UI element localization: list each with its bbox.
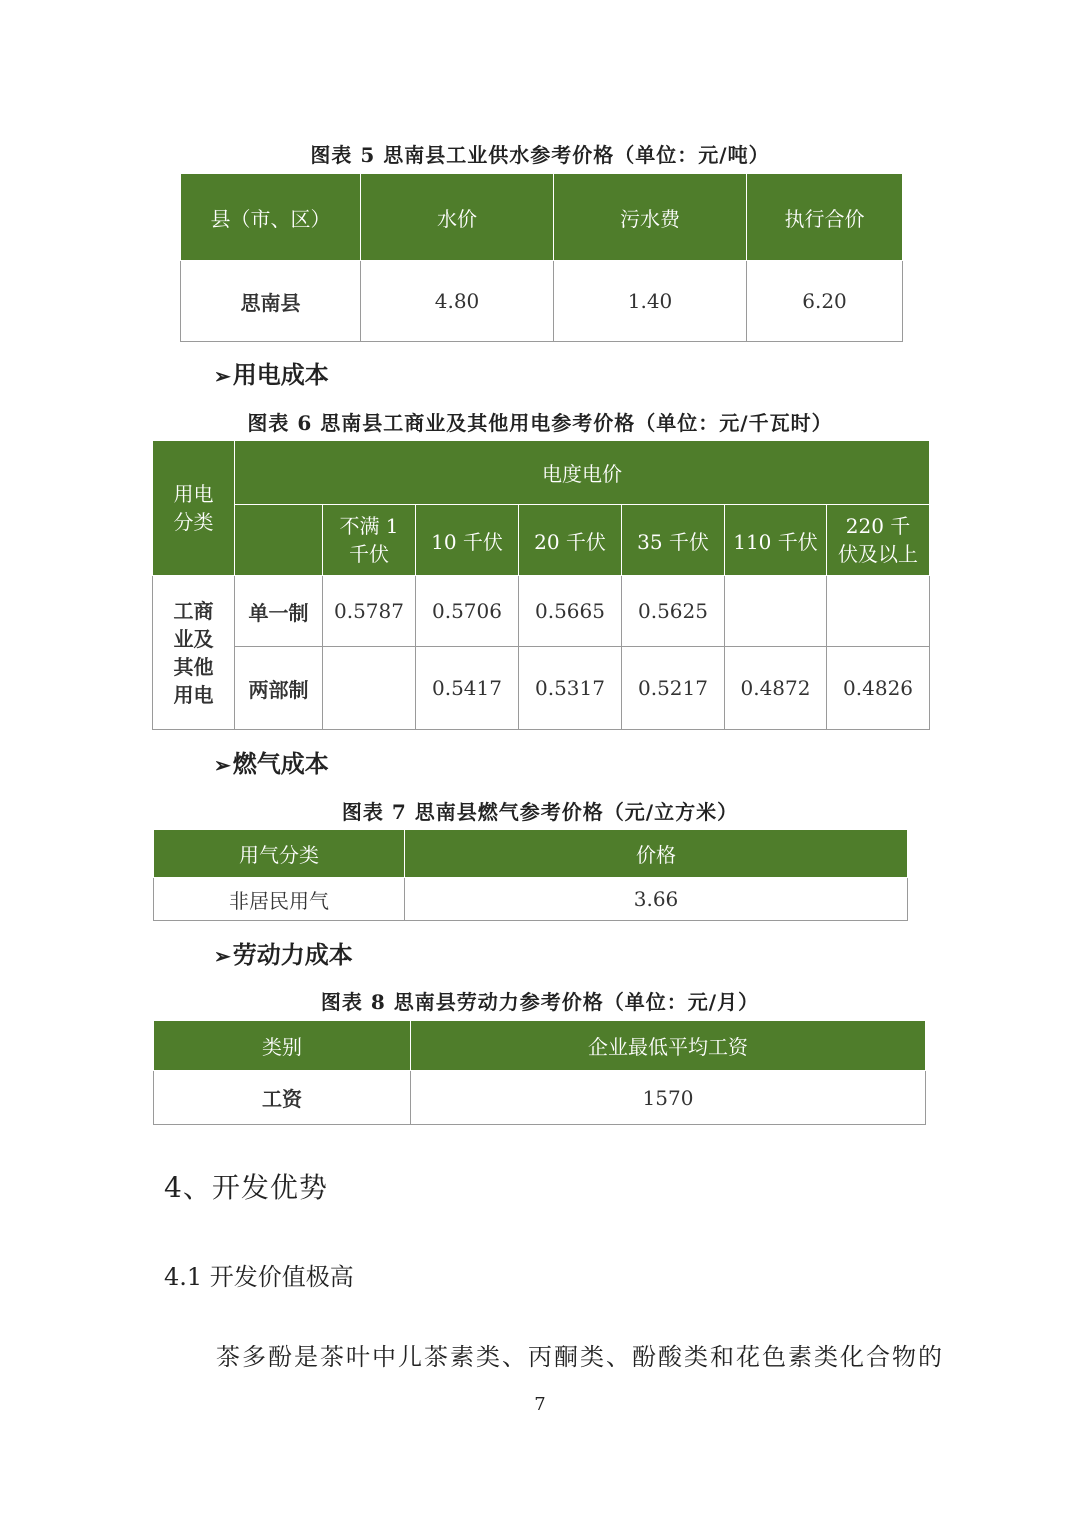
table6-header-empty <box>235 505 323 576</box>
table6-row-group-label: 工商业及其他用电 <box>173 598 214 707</box>
table5 <box>180 173 903 342</box>
table6 <box>152 440 930 730</box>
table5-header-county: 县（市、区） <box>181 174 361 261</box>
table6-header-220kv-label: 220 千伏及以上 <box>838 514 919 566</box>
table6-header-10kv: 10 千伏 <box>416 505 519 576</box>
table7 <box>153 829 908 921</box>
table7-caption: 图表 7 思南县燃气参考价格（元/立方米） <box>341 800 739 824</box>
section-labor-label: 劳动力成本 <box>232 940 353 969</box>
table6-header-35kv: 35 千伏 <box>622 505 725 576</box>
section-labor-heading <box>214 935 353 970</box>
table6-row-two-part-type: 两部制 <box>235 647 323 730</box>
section-electricity-label: 用电成本 <box>232 360 329 389</box>
table8-header-wage: 企业最低平均工资 <box>411 1021 926 1071</box>
table6-header-220kv <box>827 505 930 576</box>
table6-row-group <box>153 576 235 730</box>
table8-cell-category: 工资 <box>154 1071 411 1125</box>
table5-header-water-price: 水价 <box>361 174 554 261</box>
table8 <box>153 1020 926 1125</box>
table8-header-category: 类别 <box>154 1021 411 1071</box>
table6-header-category-label: 用电分类 <box>173 482 214 534</box>
table6-header-price: 电度电价 <box>235 441 930 505</box>
section-gas-label: 燃气成本 <box>232 749 329 778</box>
table6-header-20kv: 20 千伏 <box>519 505 622 576</box>
section-gas-heading <box>214 744 329 779</box>
table6-header-below-1kv-label: 不满 1 千伏 <box>339 514 399 566</box>
table6-cell: 0.5417 <box>416 647 519 730</box>
table5-cell-water-price: 4.80 <box>361 261 554 342</box>
table6-cell <box>323 647 416 730</box>
arrow-bullet-icon: ➢ <box>214 364 231 388</box>
table6-cell: 0.5625 <box>622 576 725 647</box>
table6-cell: 0.5787 <box>323 576 416 647</box>
table5-cell-county: 思南县 <box>181 261 361 342</box>
table6-cell: 0.5665 <box>519 576 622 647</box>
table6-header-below-1kv <box>323 505 416 576</box>
table7-header-category: 用气分类 <box>154 830 405 878</box>
arrow-bullet-icon: ➢ <box>214 753 231 777</box>
table5-header-total-price: 执行合价 <box>747 174 903 261</box>
table5-cell-total-price: 6.20 <box>747 261 903 342</box>
table8-caption: 图表 8 思南县劳动力参考价格（单位：元/月） <box>320 990 760 1014</box>
table6-cell <box>827 576 930 647</box>
table5-cell-sewage-fee: 1.40 <box>554 261 747 342</box>
table6-cell: 0.4826 <box>827 647 930 730</box>
table7-header-price: 价格 <box>405 830 908 878</box>
section-electricity-heading <box>214 355 329 390</box>
arrow-bullet-icon: ➢ <box>214 944 231 968</box>
table7-cell-price: 3.66 <box>405 878 908 921</box>
heading-4: 4、开发优势 <box>164 1171 328 1204</box>
table6-cell <box>725 576 827 647</box>
table6-cell: 0.5317 <box>519 647 622 730</box>
table6-cell: 0.4872 <box>725 647 827 730</box>
body-paragraph: 茶多酚是茶叶中儿茶素类、丙酮类、酚酸类和花色素类化合物的 <box>216 1343 944 1371</box>
table6-header-110kv: 110 千伏 <box>725 505 827 576</box>
table5-header-sewage-fee: 污水费 <box>554 174 747 261</box>
table6-caption: 图表 6 思南县工商业及其他用电参考价格（单位：元/千瓦时） <box>247 411 833 435</box>
table6-cell: 0.5217 <box>622 647 725 730</box>
table6-row-single-type: 单一制 <box>235 576 323 647</box>
table6-cell: 0.5706 <box>416 576 519 647</box>
table6-header-category <box>153 441 235 576</box>
table8-cell-wage: 1570 <box>411 1071 926 1125</box>
page-number: 7 <box>534 1394 546 1415</box>
table5-caption: 图表 5 思南县工业供水参考价格（单位：元/吨） <box>310 143 770 167</box>
table7-cell-category: 非居民用气 <box>154 878 405 921</box>
heading-4-1: 4.1 开发价值极高 <box>164 1263 354 1291</box>
